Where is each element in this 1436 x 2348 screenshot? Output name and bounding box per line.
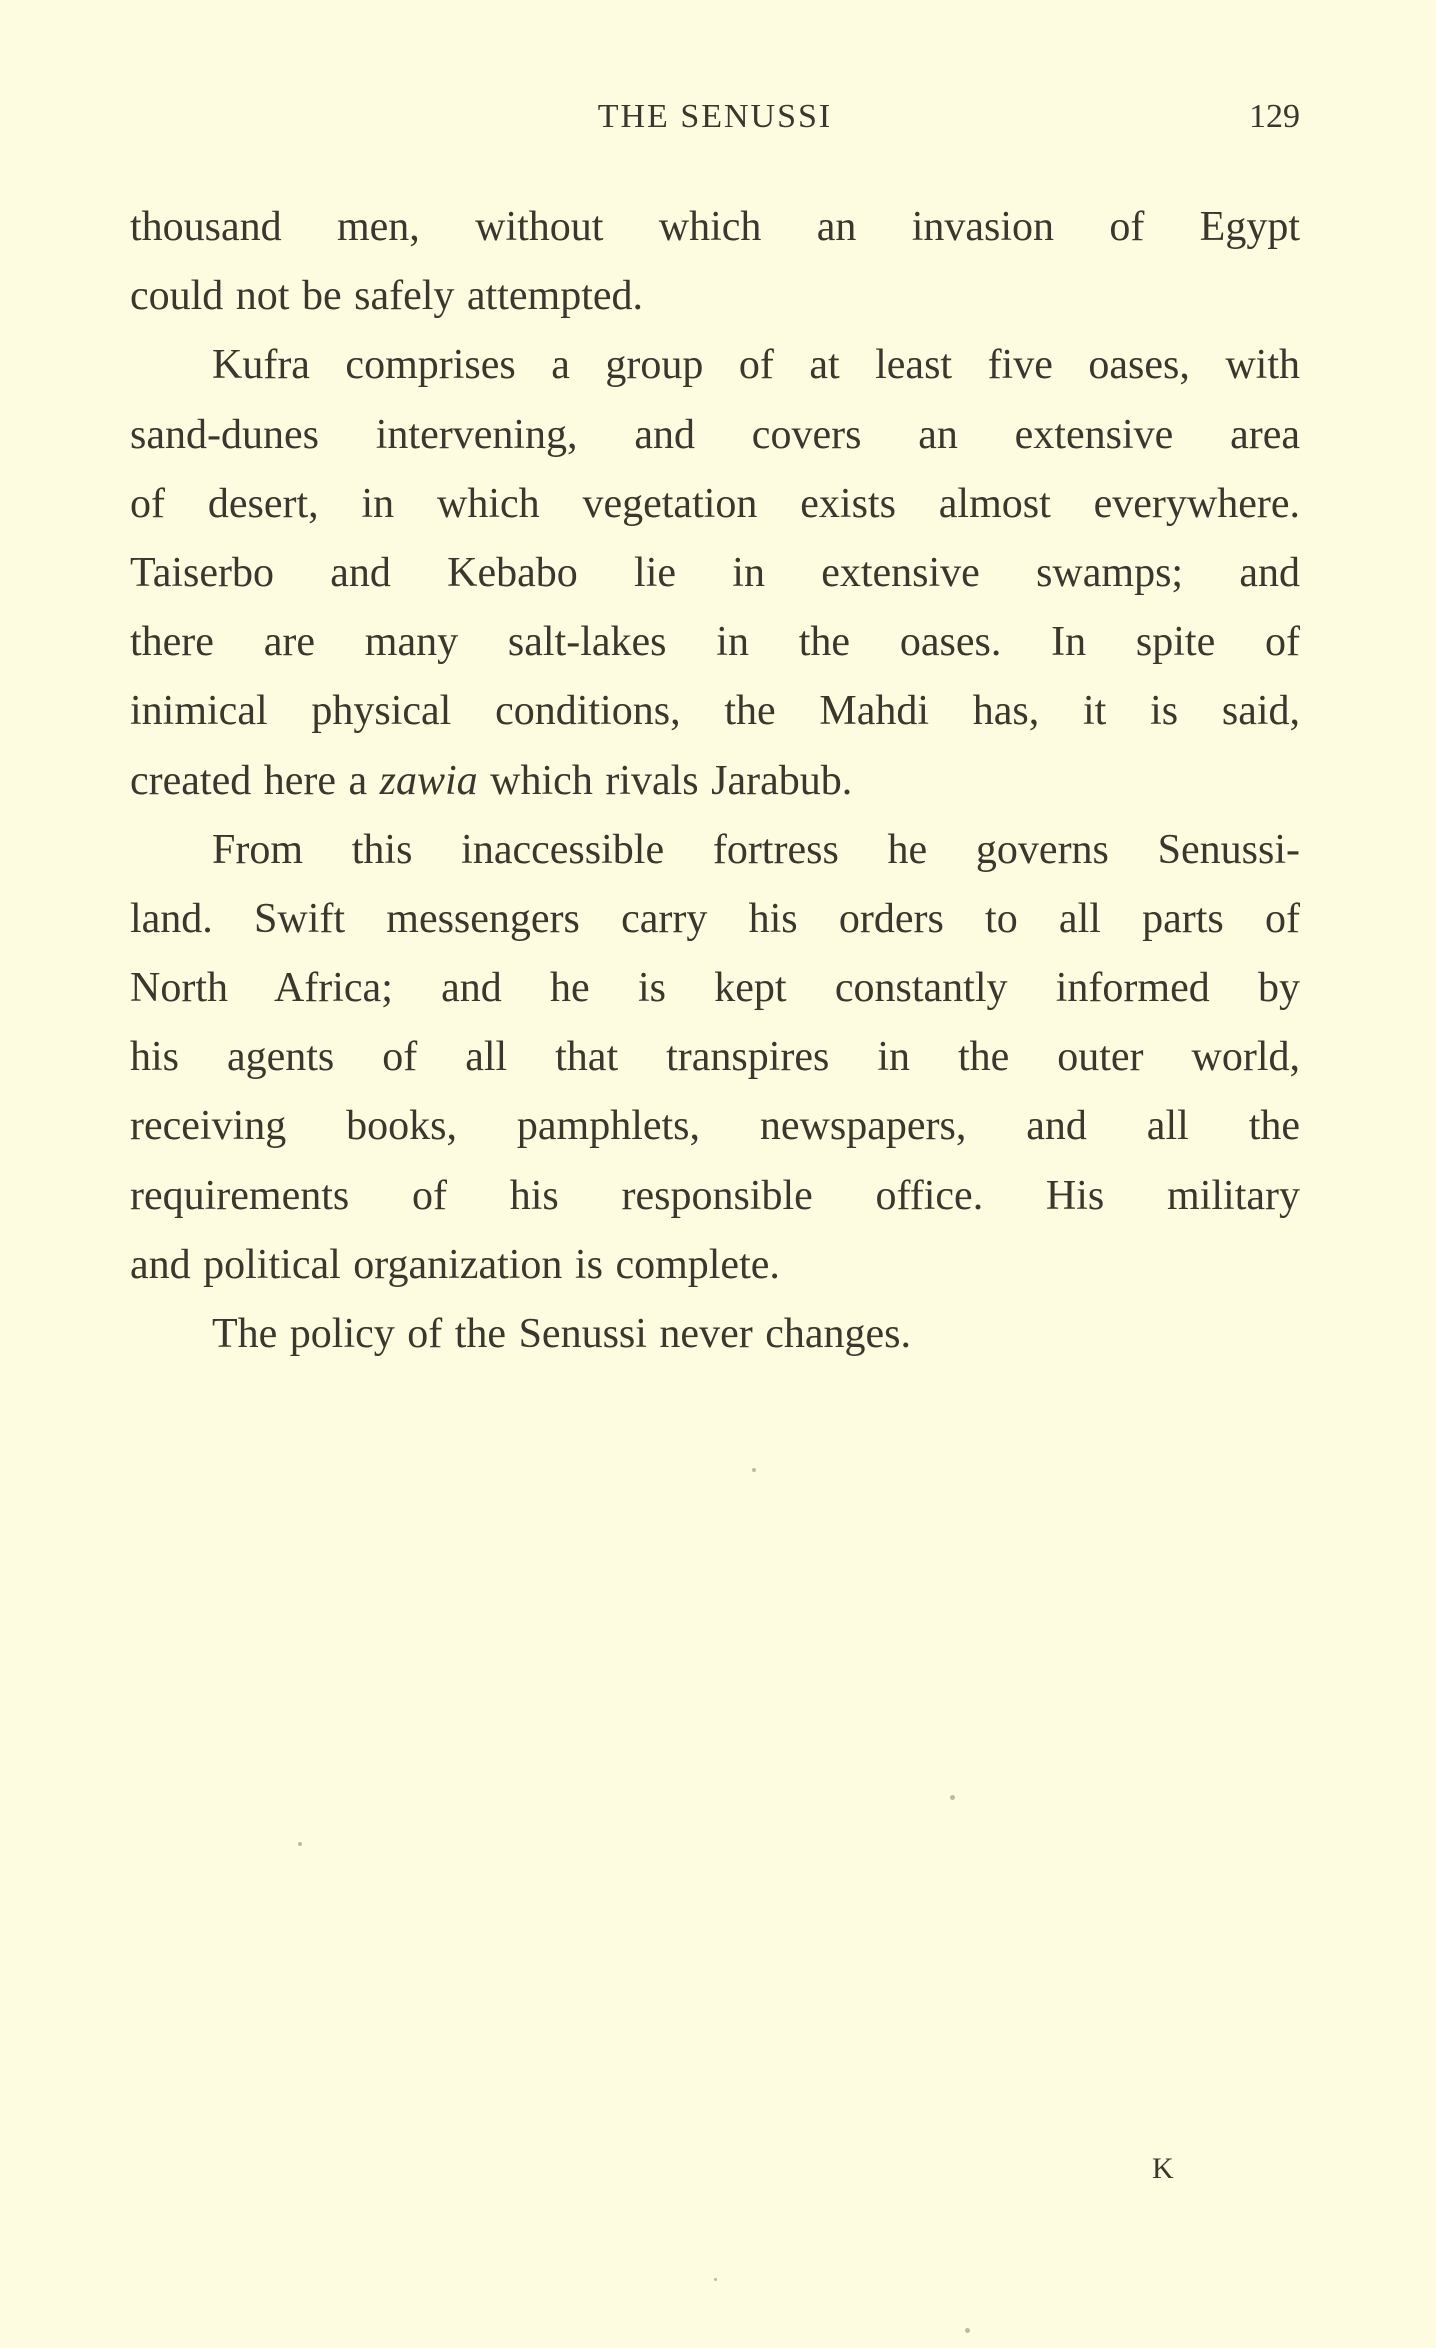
text-line: North Africa; and he is kept constantly informed by [130,965,1300,1012]
running-title: THE SENUSSI [597,98,833,135]
text-line: created here a zawia which rivals Jarabub. [130,757,853,804]
text-line: and political organization is complete. [130,1241,780,1288]
body-text [130,193,1300,1369]
paper-speck [752,1468,756,1472]
paper-speck [950,1795,955,1800]
text-line: receiving books, pamphlets, newspapers, and all the [130,1103,1300,1150]
text-line: From this inaccessible fortress he governs Senussi- [212,826,1300,873]
text-line: of desert, in which vegetation exists almost everywhere. [130,480,1300,527]
paper-speck [714,2278,717,2281]
text-line: The policy of the Senussi never changes. [212,1311,911,1357]
italic-term: zawia [379,757,478,804]
text-line: land. Swift messengers carry his orders to all parts of [130,895,1300,942]
text-line: there are many salt-lakes in the oases. In spite of [130,619,1300,666]
page-number: 129 [1249,98,1300,135]
text-line: Kufra comprises a group of at least five oases, with [212,342,1300,389]
paper-speck [298,1842,302,1846]
signature-mark: K [1152,2152,1175,2185]
text-line: inimical physical conditions, the Mahdi has, it is said, [130,688,1300,735]
text-line: his agents of all that transpires in the outer world, [130,1034,1300,1081]
text-line: thousand men, without which an invasion of Egypt [130,204,1300,250]
running-head [130,98,1300,148]
text-line: sand-dunes intervening, and covers an extensive area [130,411,1300,458]
text-line: requirements of his responsible office. His military [130,1172,1300,1219]
text-line: could not be safely attempted. [130,273,644,320]
text-line: Taiserbo and Kebabo lie in extensive swamps; and [130,549,1300,596]
paper-speck [965,2328,970,2333]
